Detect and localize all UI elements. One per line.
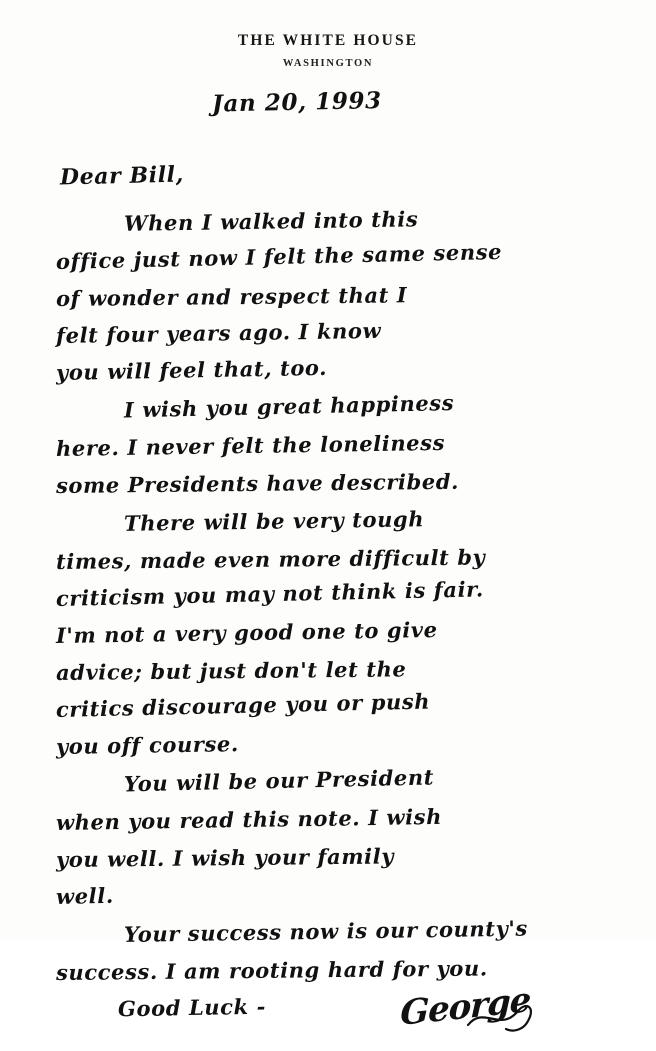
paragraph-5-line-2: success. I am rooting hard for you. xyxy=(55,955,488,985)
paragraph-3-line-5: advice; but just don't let the xyxy=(55,656,407,685)
date-line: Jan 20, 1993 xyxy=(211,87,382,118)
paragraph-1-line-1: When I walked into this xyxy=(123,206,419,236)
letterhead-subtitle: WASHINGTON xyxy=(282,58,374,69)
signature: George xyxy=(399,979,532,1035)
paragraph-5 xyxy=(56,917,616,991)
paragraph-3-line-4: I'm not a very good one to give xyxy=(55,617,438,648)
paragraph-3-line-6: critics discourage you or push xyxy=(55,688,431,722)
closing-text: Good Luck - xyxy=(117,993,267,1022)
paragraph-1 xyxy=(56,206,616,391)
letterhead xyxy=(0,0,656,69)
paragraph-2 xyxy=(55,389,616,504)
paragraph-1-line-2: office just now I felt the same sense xyxy=(55,238,503,274)
paragraph-3-line-1: There will be very tough xyxy=(123,506,425,536)
paragraph-3 xyxy=(56,506,616,765)
signature-row xyxy=(0,979,656,1051)
paragraph-1-line-3: of wonder and respect that I xyxy=(55,282,408,311)
paragraph-2-line-1: I wish you great happiness xyxy=(123,389,455,423)
paragraph-1-line-5: you will feel that, too. xyxy=(55,354,328,385)
paragraph-3-line-7: you off course. xyxy=(55,731,239,759)
paragraph-1-line-4: felt four years ago. I know xyxy=(55,317,382,348)
paragraph-4-line-3: you well. I wish your family xyxy=(55,843,395,872)
paragraph-5-line-1: Your success now is our county's xyxy=(123,915,529,947)
paragraph-3-line-3: criticism you may not think is fair. xyxy=(55,576,485,611)
salutation: Dear Bill, xyxy=(59,161,185,191)
paragraph-2-line-3: some Presidents have described. xyxy=(55,468,460,498)
letter-body xyxy=(0,206,656,991)
paragraph-4-line-2: when you read this note. I wish xyxy=(55,803,443,835)
paragraph-2-line-2: here. I never felt the loneliness xyxy=(55,429,446,461)
paragraph-3-line-2: times, made even more difficult by xyxy=(55,544,486,574)
paragraph-4 xyxy=(55,764,616,915)
paragraph-4-line-4: well. xyxy=(55,882,114,909)
paragraph-4-line-1: You will be our President xyxy=(123,764,435,797)
letterhead-title: THE WHITE HOUSE xyxy=(237,32,419,49)
